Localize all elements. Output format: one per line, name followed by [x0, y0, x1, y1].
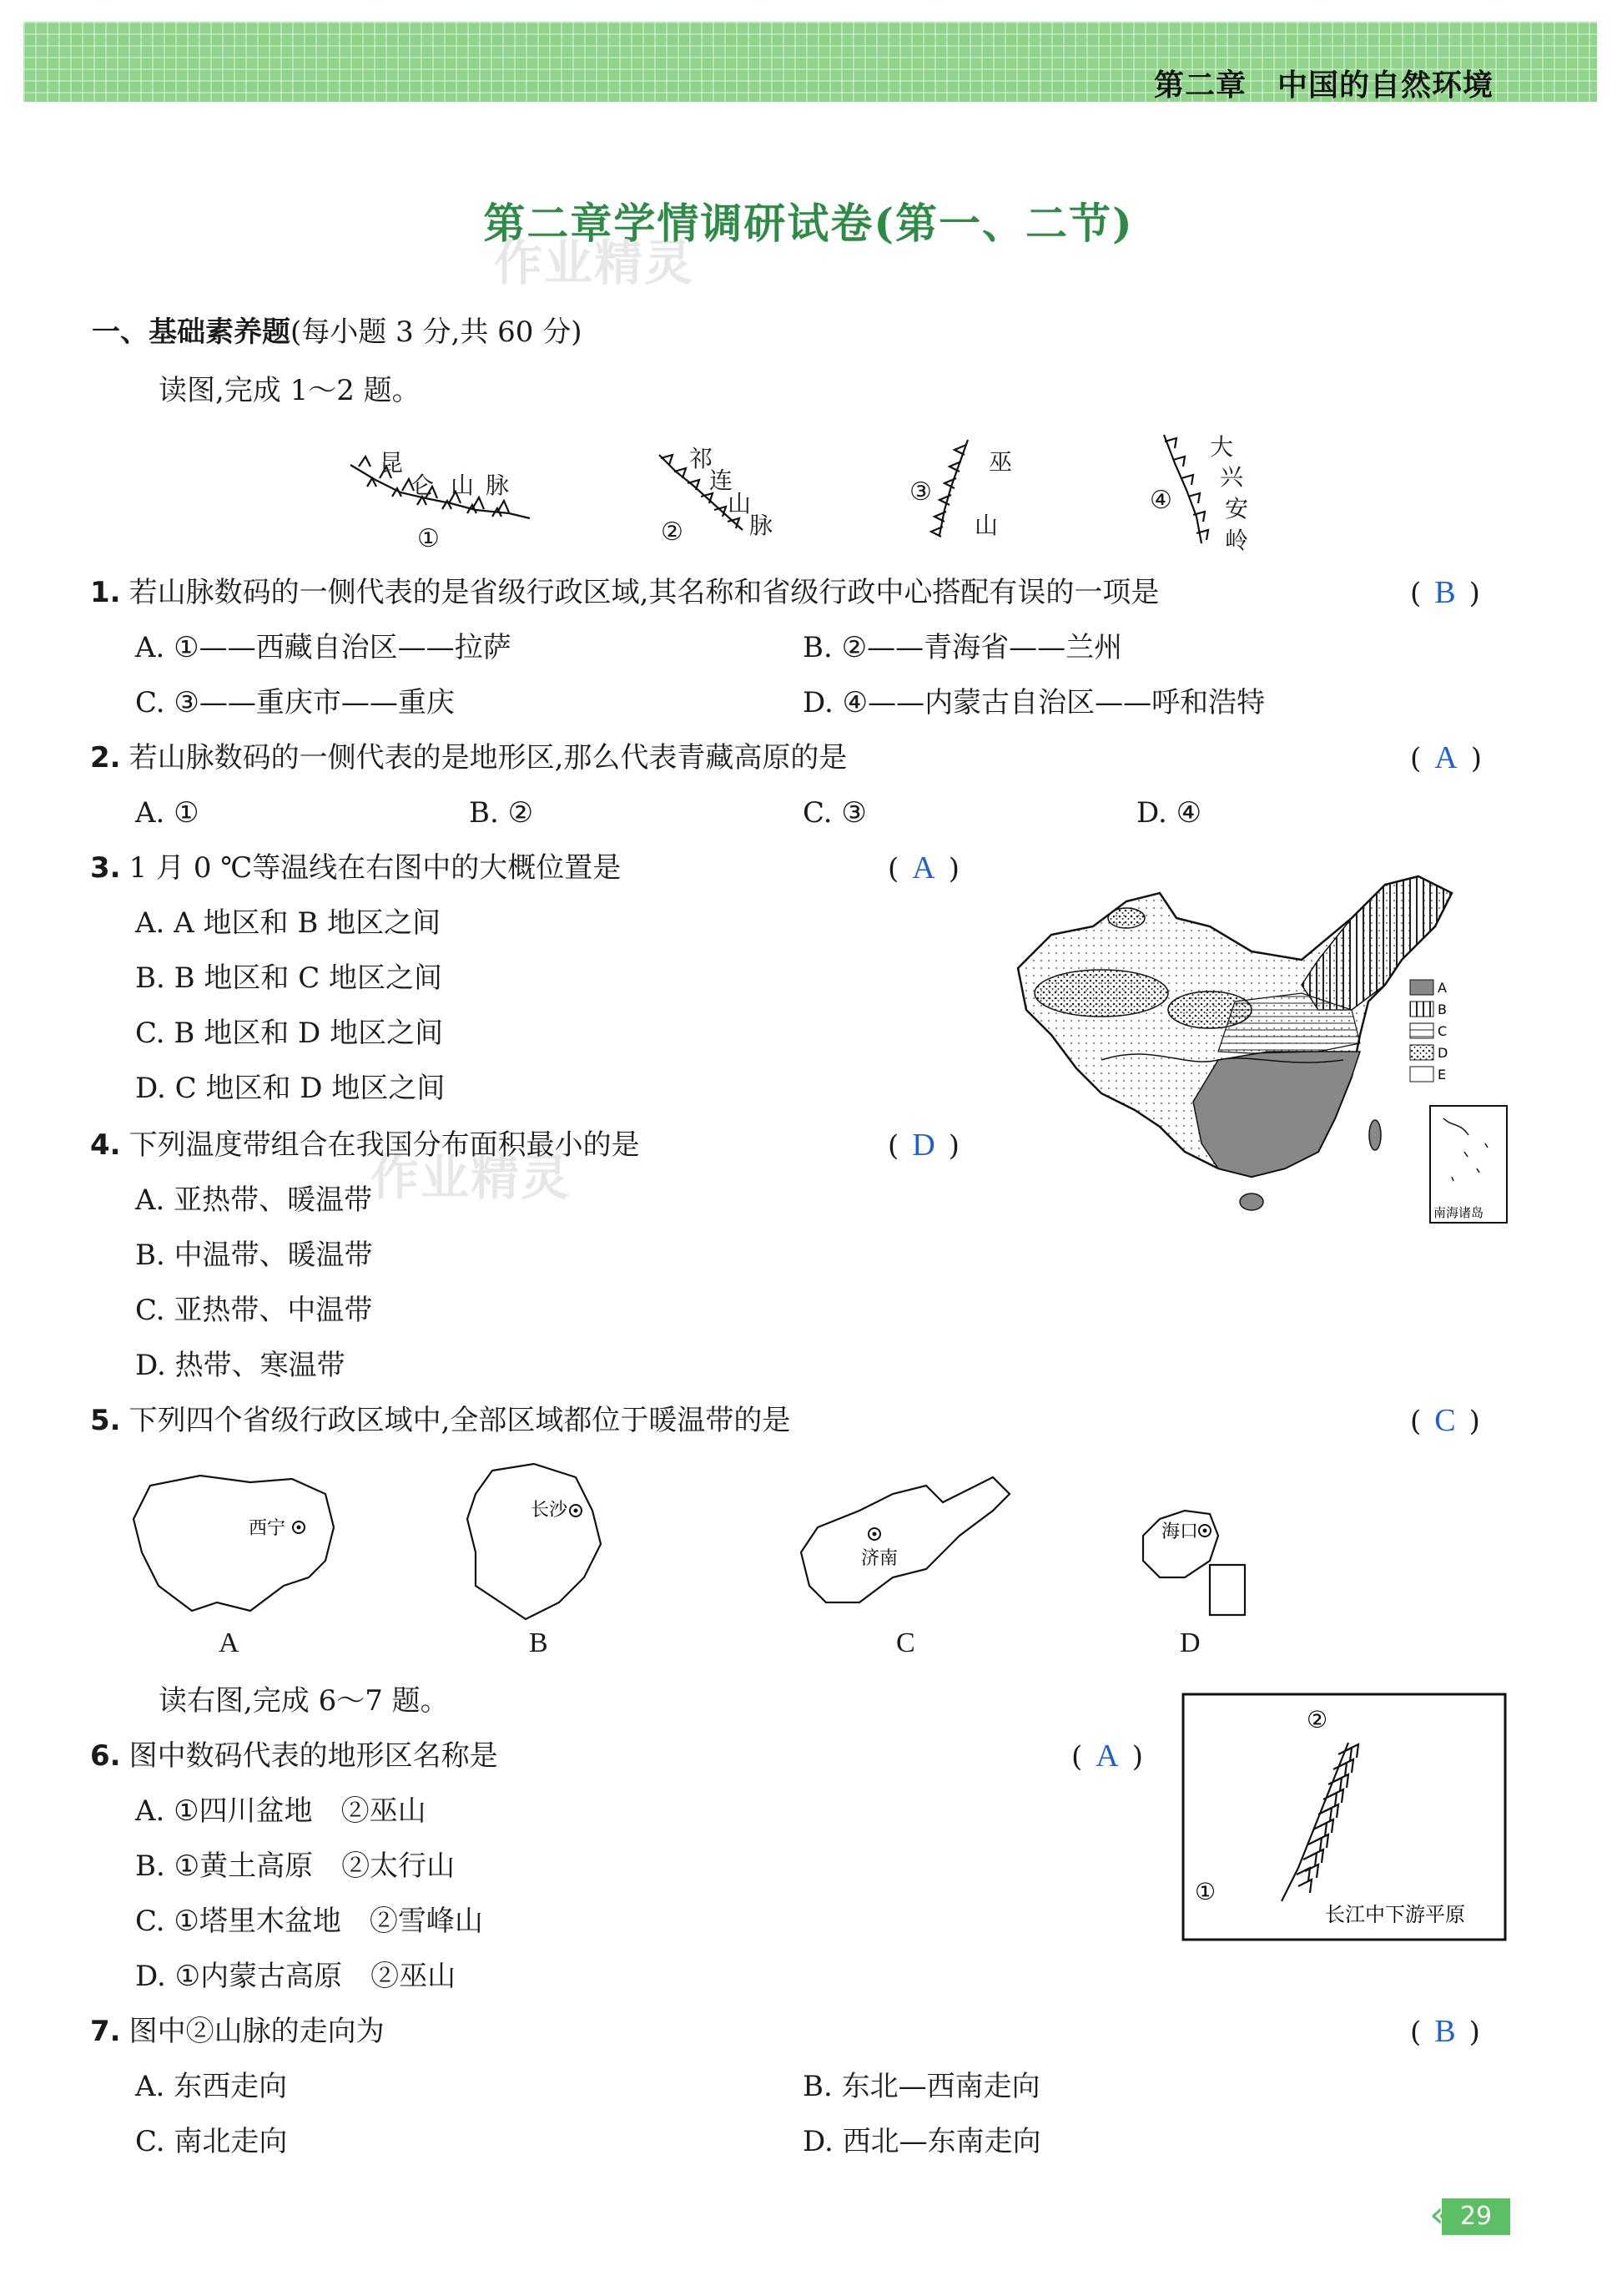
chapter-label: 第二章 中国的自然环境 [1153, 68, 1494, 103]
legend-c: C [1438, 1023, 1448, 1039]
fig4-char-2: 兴 [1220, 463, 1244, 491]
city-changsha: 长沙 [531, 1500, 568, 1521]
q4-option-a: A. 亚热带、暖温带 [135, 1183, 373, 1217]
legend-a: A [1438, 980, 1447, 996]
q7-option-d: D. 西北—东南走向 [803, 2125, 1041, 2158]
q6-option-c: C. ①塔里木盆地 ②雪峰山 [135, 1905, 483, 1938]
zone-a [1193, 1052, 1360, 1177]
qinghai-outline [133, 1476, 334, 1611]
q6-option-a: A. ①四川盆地 ②巫山 [135, 1794, 426, 1828]
question-1-stem: 1. 若山脉数码的一侧代表的是省级行政区域,其名称和省级行政中心搭配有误的一项是 [90, 576, 1160, 609]
intro-6-7: 读右图,完成 6～7 题。 [159, 1684, 449, 1718]
q3-option-a: A. A 地区和 B 地区之间 [135, 906, 441, 940]
province-label-b: B [529, 1627, 548, 1658]
section-heading-note: (每小题 3 分,共 60 分) [290, 315, 582, 349]
question-2-answer: ( A ) [1410, 740, 1482, 775]
legend-d: D [1438, 1045, 1448, 1061]
section-heading-text: 一、基础素养题 [92, 315, 290, 349]
fig2-char-4: 脉 [749, 512, 773, 539]
legend-e: E [1438, 1067, 1447, 1082]
city-xining: 西宁 [249, 1518, 286, 1539]
fig1-char-4: 脉 [486, 472, 510, 499]
fig4-char-4: 岭 [1225, 527, 1249, 554]
zone-d-2 [1168, 992, 1252, 1028]
fig1-char-1: 昆 [380, 449, 404, 477]
page-number: 29 [1442, 2198, 1510, 2235]
fig4-num: ④ [1150, 486, 1172, 515]
map-legend [1410, 980, 1433, 1082]
fig1-num: ① [417, 524, 440, 553]
q2-option-c: C. ③ [803, 796, 867, 830]
q2-option-b: B. ② [469, 796, 534, 830]
q4-option-b: B. 中温带、暖温带 [135, 1239, 373, 1272]
fig1-char-2: 仑 [411, 472, 435, 499]
q6-option-b: B. ①黄土高原 ②太行山 [135, 1849, 456, 1883]
wushan-mountain-figure [931, 440, 968, 537]
fig4-char-3: 安 [1225, 495, 1249, 522]
q3-option-b: B. B 地区和 C 地区之间 [135, 961, 443, 995]
q3-option-c: C. B 地区和 D 地区之间 [135, 1017, 444, 1050]
fig3-num: ③ [909, 477, 932, 507]
q7-option-c: C. 南北走向 [135, 2125, 288, 2158]
watermark-2: 作业精灵 [370, 1149, 572, 1206]
fig67-plain-label: 长江中下游平原 [1325, 1903, 1465, 1926]
fig2-num: ② [661, 517, 683, 547]
question-5-answer: ( C ) [1410, 1403, 1480, 1438]
question-1-answer: ( B ) [1410, 575, 1480, 610]
hunan-outline [467, 1464, 601, 1619]
q6-option-d: D. ①内蒙古高原 ②巫山 [135, 1960, 456, 1993]
question-7-stem: 7. 图中②山脉的走向为 [90, 2015, 385, 2048]
q1-option-c: C. ③——重庆市——重庆 [135, 686, 455, 719]
q1-option-d: D. ④——内蒙古自治区——呼和浩特 [803, 686, 1266, 719]
taiwan-island [1369, 1120, 1381, 1150]
question-4-answer: ( D ) [888, 1128, 960, 1163]
q1-option-a: A. ①——西藏自治区——拉萨 [135, 631, 511, 664]
q3-option-d: D. C 地区和 D 地区之间 [135, 1072, 446, 1105]
question-3-stem: 3. 1 月 0 ℃等温线在右图中的大概位置是 [90, 851, 622, 885]
intro-1-2: 读图,完成 1～2 题。 [159, 374, 421, 407]
q2-option-d: D. ④ [1136, 796, 1202, 830]
fig67-num-2: ② [1307, 1706, 1328, 1733]
question-4-stem: 4. 下列温度带组合在我国分布面积最小的是 [90, 1128, 640, 1162]
q2-option-a: A. ① [135, 796, 199, 830]
fig1-char-3: 山 [451, 472, 475, 499]
province-label-c: C [896, 1627, 915, 1658]
question-2-stem: 2. 若山脉数码的一侧代表的是地形区,那么代表青藏高原的是 [90, 741, 848, 775]
page-title: 第二章学情调研试卷(第一、二节) [483, 199, 1134, 248]
zone-d-3 [1108, 908, 1145, 928]
q7-option-b: B. 东北—西南走向 [803, 2070, 1040, 2103]
inset-label: 南海诸岛 [1433, 1205, 1484, 1220]
question-6-stem: 6. 图中数码代表的地形区名称是 [90, 1739, 498, 1773]
fig67-num-1: ① [1195, 1878, 1217, 1905]
question-3-answer: ( A ) [888, 850, 960, 886]
fig2-char-2: 连 [709, 467, 733, 494]
page-chevron-icon: « [1429, 2193, 1440, 2236]
fig3-char-2: 山 [975, 512, 999, 539]
hainan-outline [1143, 1511, 1218, 1577]
q4-option-d: D. 热带、寒温带 [135, 1349, 345, 1382]
question-5-stem: 5. 下列四个省级行政区域中,全部区域都位于暖温带的是 [90, 1404, 791, 1437]
city-jinan: 济南 [861, 1548, 899, 1569]
figure-6-7 [1181, 1693, 1509, 1943]
fig4-char-1: 大 [1210, 433, 1234, 461]
q1-option-b: B. ②——青海省——兰州 [803, 631, 1123, 664]
province-label-d: D [1180, 1627, 1201, 1658]
hainan-island [1240, 1193, 1263, 1210]
zone-d-1 [1035, 970, 1168, 1017]
shandong-outline [801, 1477, 1010, 1602]
hainan-inset-box [1210, 1565, 1245, 1615]
province-outlines [125, 1461, 1277, 1636]
legend-b: B [1438, 1002, 1447, 1017]
question-6-answer: ( A ) [1071, 1738, 1143, 1774]
watermark: 作业精灵 [494, 235, 695, 291]
q4-option-c: C. 亚热带、中温带 [135, 1294, 373, 1327]
fig2-char-1: 祁 [689, 445, 713, 472]
q7-option-a: A. 东西走向 [135, 2070, 288, 2103]
province-label-a: A [219, 1627, 239, 1658]
city-haikou: 海口 [1161, 1521, 1199, 1542]
section-heading [92, 315, 582, 349]
fig3-char-1: 巫 [989, 448, 1013, 476]
china-temperature-map [1001, 868, 1535, 1235]
question-7-answer: ( B ) [1410, 2014, 1480, 2049]
fig2-char-3: 山 [728, 490, 752, 517]
